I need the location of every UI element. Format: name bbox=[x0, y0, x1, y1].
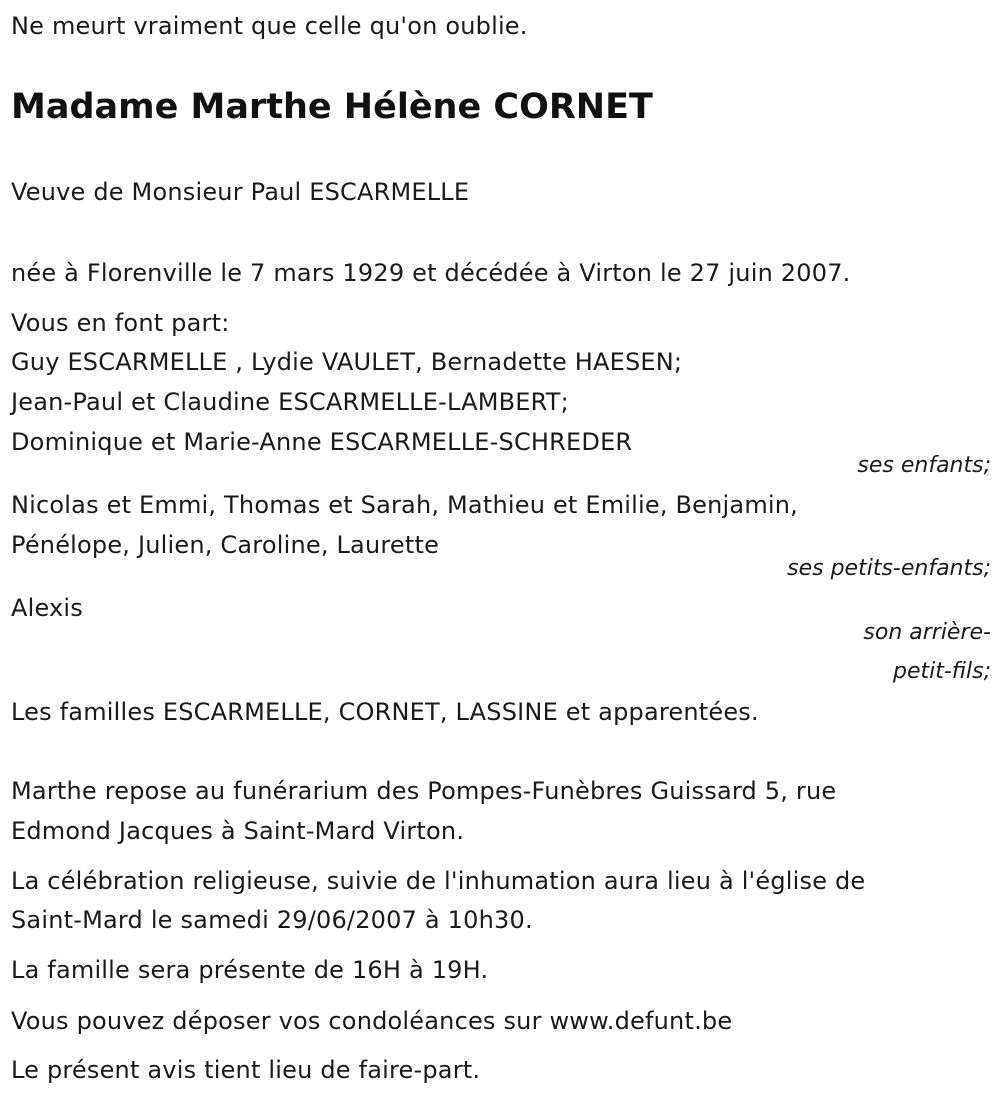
family-presence-line: La famille sera présente de 16H à 19H. bbox=[11, 956, 489, 984]
children-label: ses enfants; bbox=[857, 453, 991, 478]
families-line: Les familles ESCARMELLE, CORNET, LASSINE et apparentées. bbox=[11, 698, 759, 726]
grandchildren-label: ses petits-enfants; bbox=[787, 556, 991, 581]
ceremony-line-2: Saint-Mard le samedi 29/06/2007 à 10h30. bbox=[11, 906, 533, 934]
children-line-2: Jean-Paul et Claudine ESCARMELLE-LAMBERT; bbox=[11, 388, 569, 416]
children-line-1: Guy ESCARMELLE , Lydie VAULET, Bernadette HAESEN; bbox=[11, 348, 683, 376]
condolences-line: Vous pouvez déposer vos condoléances sur www.defunt.be bbox=[11, 1007, 733, 1035]
widow-line: Veuve de Monsieur Paul ESCARMELLE bbox=[11, 178, 470, 206]
birth-death-line: née à Florenville le 7 mars 1929 et décédée à Virton le 27 juin 2007. bbox=[11, 259, 851, 287]
ceremony-line-1: La célébration religieuse, suivie de l'inhumation aura lieu à l'église de bbox=[11, 867, 866, 895]
grandchildren-line-1: Nicolas et Emmi, Thomas et Sarah, Mathieu et Emilie, Benjamin, bbox=[11, 491, 799, 519]
epigraph: Ne meurt vraiment que celle qu'on oublie. bbox=[11, 12, 528, 40]
deceased-name: Madame Marthe Hélène CORNET bbox=[11, 87, 653, 127]
notice-line: Le présent avis tient lieu de faire-part. bbox=[11, 1056, 481, 1084]
announce-intro: Vous en font part: bbox=[11, 309, 230, 337]
rest-line-2: Edmond Jacques à Saint-Mard Virton. bbox=[11, 817, 465, 845]
great-grandchild-label-1: son arrière- bbox=[863, 620, 991, 645]
great-grandchild-line: Alexis bbox=[11, 594, 84, 622]
rest-line-1: Marthe repose au funérarium des Pompes-Funèbres Guissard 5, rue bbox=[11, 777, 837, 805]
children-line-3: Dominique et Marie-Anne ESCARMELLE-SCHREDER bbox=[11, 428, 633, 456]
grandchildren-line-2: Pénélope, Julien, Caroline, Laurette bbox=[11, 531, 440, 559]
great-grandchild-label-2: petit-fils; bbox=[892, 659, 991, 684]
